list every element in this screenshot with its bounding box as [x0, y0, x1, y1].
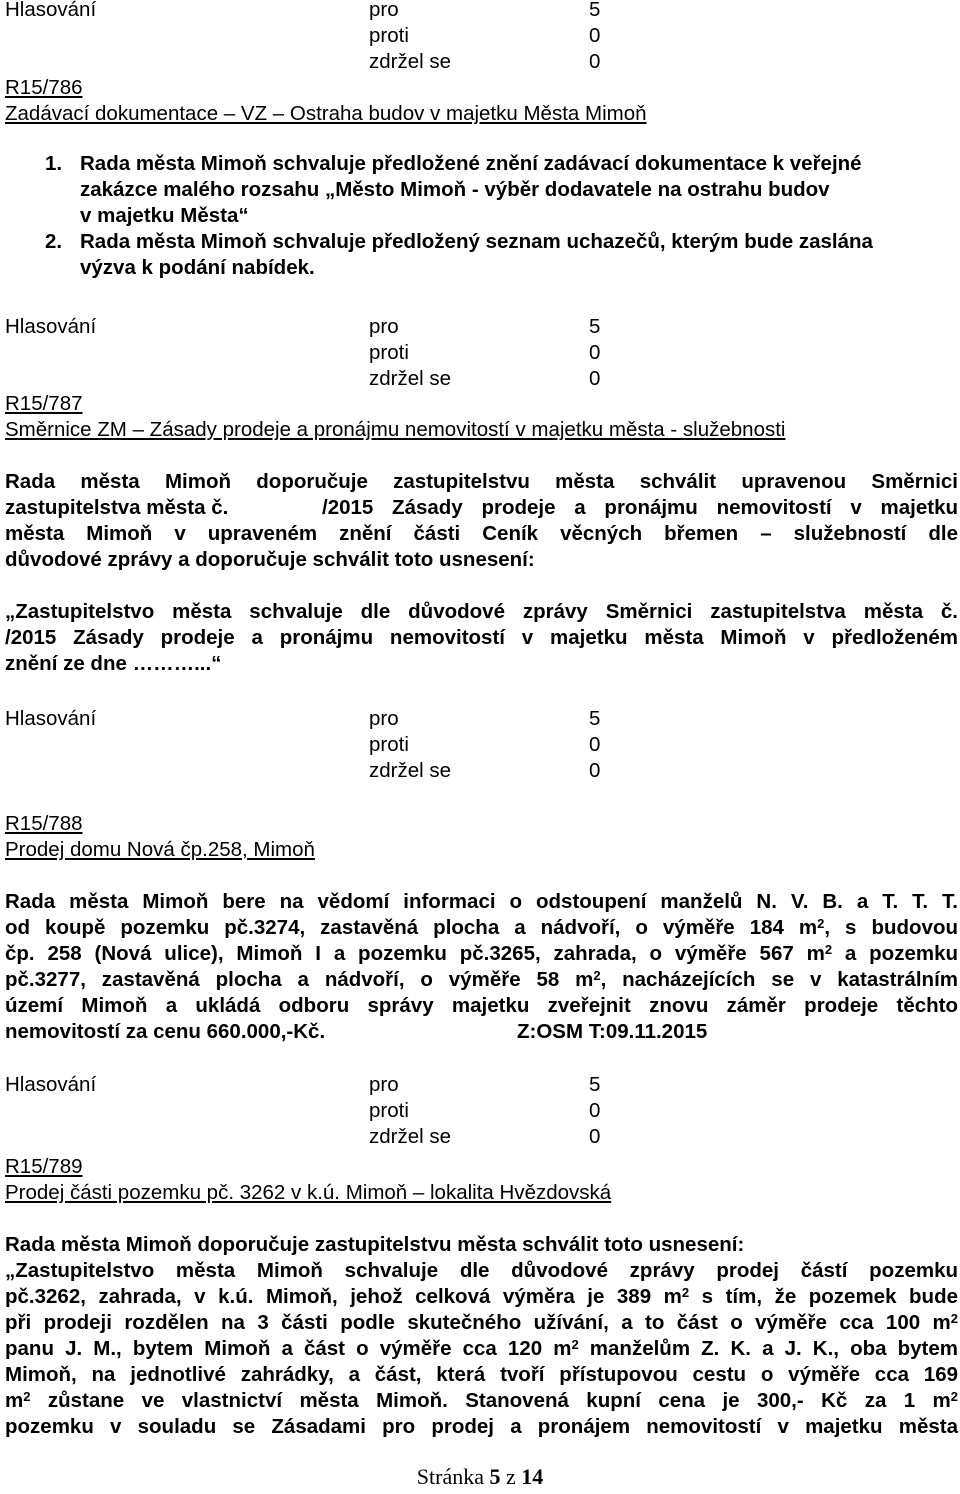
- footer-mid: z: [500, 1464, 522, 1489]
- paragraph-line: pč.3262, zahrada, v k.ú. Mimoň, jehož celková výměra je 389 $m^2$ s tím, že pozemek bude: [5, 1285, 958, 1308]
- paragraph-line: nemovitostí za cenu 660.000,-Kč.: [5, 1020, 326, 1043]
- list-item-text: v majetku Města“: [80, 204, 249, 227]
- vote-zdrzel-label: zdržel se: [369, 50, 452, 73]
- vote-pro-value: 5: [589, 1073, 601, 1096]
- vote-pro-value: 5: [589, 315, 601, 338]
- paragraph-line: znění ze dne ………...“: [5, 652, 222, 675]
- footer-page-number: 5: [489, 1464, 501, 1489]
- paragraph-line: $m^2$ zůstane ve vlastnictví města Mimoň. Stanovená kupní cena je 300,- Kč za 1 $m^2$: [5, 1389, 958, 1412]
- task-assignment: Z:OSM T:09.11.2015: [517, 1020, 708, 1043]
- paragraph-line: čp. 258 (Nová ulice), Mimoň I a pozemku pč.3265, zahrada, o výměře 567 $m^2$ a pozemku: [5, 942, 958, 965]
- list-item-text: Rada města Mimoň schvaluje předložený seznam uchazečů, kterým bude zaslána: [80, 230, 873, 253]
- resolution-title: Prodej domu Nová čp.258, Mimoň: [5, 838, 315, 861]
- paragraph-line: „Zastupitelstvo města schvaluje dle důvodové zprávy Směrnici zastupitelstva města č.: [5, 600, 958, 623]
- resolution-title: Směrnice ZM – Zásady prodeje a pronájmu nemovitostí v majetku města - služebnosti: [5, 418, 786, 441]
- resolution-number: R15/788: [5, 812, 83, 835]
- resolution-title: Prodej části pozemku pč. 3262 v k.ú. Mimoň – lokalita Hvězdovská: [5, 1181, 612, 1204]
- footer-page-total: 14: [521, 1464, 544, 1489]
- vote-zdrzel-label: zdržel se: [369, 367, 452, 390]
- paragraph-line: pč.3277, zastavěná plocha a nádvoří, o výměře 58 $m^2$, nacházejících se v katastrálním: [5, 968, 958, 991]
- vote-label: Hlasování: [5, 707, 97, 730]
- list-item-text: výzva k podání nabídek.: [80, 256, 315, 279]
- vote-proti-label: proti: [369, 1099, 409, 1122]
- page-footer: [0, 1464, 960, 1490]
- list-number: 2.: [45, 230, 63, 253]
- resolution-number: R15/787: [5, 392, 83, 415]
- vote-zdrzel-label: zdržel se: [369, 759, 452, 782]
- resolution-title: Zadávací dokumentace – VZ – Ostraha budov v majetku Města Mimoň: [5, 102, 647, 125]
- vote-zdrzel-value: 0: [589, 759, 601, 782]
- vote-label: Hlasování: [5, 315, 97, 338]
- paragraph-line: /2015 Zásady prodeje a pronájmu nemovitostí v majetku města Mimoň v předloženém: [5, 626, 958, 649]
- paragraph-line: Rada města Mimoň bere na vědomí informaci o odstoupení manželů N. V. B. a T. T. T.: [5, 890, 958, 913]
- paragraph-line: Mimoň, na jednotlivé zahrádky, a část, která tvoří přístupovou cestu o výměře cca 169: [5, 1363, 958, 1386]
- vote-zdrzel-value: 0: [589, 50, 601, 73]
- list-number: 1.: [45, 152, 63, 175]
- paragraph-line: /2015 Zásady prodeje a pronájmu nemovitostí v majetku: [322, 496, 958, 519]
- vote-pro-label: pro: [369, 315, 399, 338]
- footer-prefix: Stránka: [416, 1464, 490, 1489]
- paragraph-line: panu J. M., bytem Mimoň a část o výměře cca 120 $m^2$ manželům Z. K. a J. K., oba bytem: [5, 1337, 958, 1360]
- paragraph-line: zastupitelstva města č.: [5, 496, 229, 519]
- paragraph-line: při prodeji rozdělen na 3 části podle skutečného užívání, a to část o výměře cca 100 $m^2$: [5, 1311, 958, 1334]
- list-item-text: Rada města Mimoň schvaluje předložené znění zadávací dokumentace k veřejné: [80, 152, 862, 175]
- resolution-number: R15/786: [5, 76, 83, 99]
- vote-zdrzel-value: 0: [589, 367, 601, 390]
- vote-pro-label: pro: [369, 0, 399, 21]
- vote-pro-value: 5: [589, 0, 601, 21]
- vote-zdrzel-value: 0: [589, 1125, 601, 1148]
- vote-label: Hlasování: [5, 0, 97, 21]
- paragraph-line: od koupě pozemku pč.3274, zastavěná plocha a nádvoří, o výměře 184 $m^2$, s budovou: [5, 916, 958, 939]
- vote-pro-label: pro: [369, 1073, 399, 1096]
- vote-pro-label: pro: [369, 707, 399, 730]
- paragraph-line: „Zastupitelstvo města Mimoň schvaluje dle důvodové zprávy prodej částí pozemku: [5, 1259, 958, 1282]
- paragraph-line: území Mimoň a ukládá odboru správy majetku zveřejnit znovu záměr prodeje těchto: [5, 994, 958, 1017]
- vote-proti-value: 0: [589, 24, 601, 47]
- vote-proti-value: 0: [589, 1099, 601, 1122]
- vote-proti-label: proti: [369, 24, 409, 47]
- vote-proti-value: 0: [589, 733, 601, 756]
- vote-proti-value: 0: [589, 341, 601, 364]
- paragraph-line: Rada města Mimoň doporučuje zastupitelstvu města schválit upravenou Směrnici: [5, 470, 958, 493]
- paragraph-line: důvodové zprávy a doporučuje schválit toto usnesení:: [5, 548, 535, 571]
- paragraph-line: města Mimoň v upraveném znění části Ceník věcných břemen – služebností dle: [5, 522, 958, 545]
- vote-proti-label: proti: [369, 341, 409, 364]
- list-item-text: zakázce malého rozsahu „Město Mimoň - výběr dodavatele na ostrahu budov: [80, 178, 830, 201]
- vote-proti-label: proti: [369, 733, 409, 756]
- vote-label: Hlasování: [5, 1073, 97, 1096]
- vote-zdrzel-label: zdržel se: [369, 1125, 452, 1148]
- paragraph-line: Rada města Mimoň doporučuje zastupitelstvu města schválit toto usnesení:: [5, 1233, 745, 1256]
- paragraph-line: pozemku v souladu se Zásadami pro prodej a pronájem nemovitostí v majetku města: [5, 1415, 958, 1438]
- resolution-number: R15/789: [5, 1155, 83, 1178]
- vote-pro-value: 5: [589, 707, 601, 730]
